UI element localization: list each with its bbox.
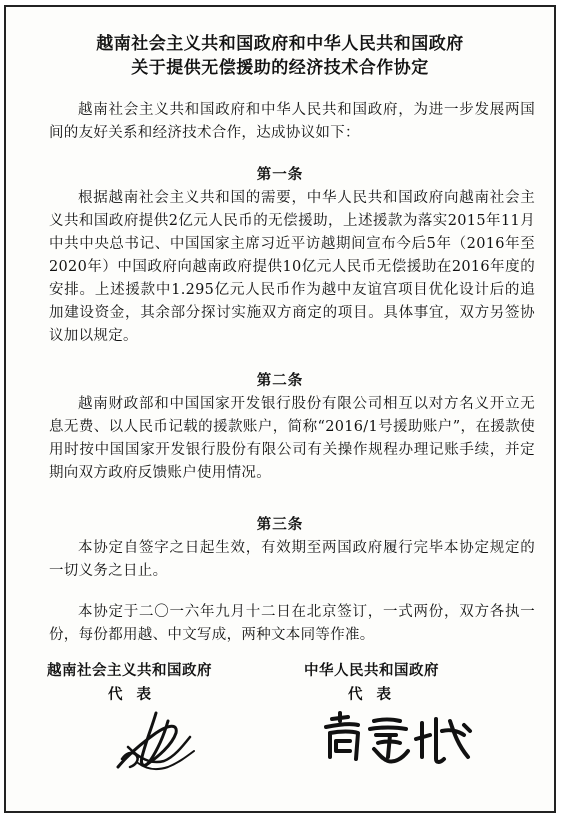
article-2-heading: 第二条 bbox=[256, 373, 304, 389]
document-title-line-1: 越南社会主义共和国政府和中华人民共和国政府 bbox=[96, 34, 464, 54]
signatory-china-role: 代表 bbox=[348, 687, 405, 703]
article-1-heading: 第一条 bbox=[256, 167, 304, 183]
signatory-vietnam-party: 越南社会主义共和国政府 bbox=[47, 663, 212, 679]
document-title-line-2: 关于提供无偿援助的经济技术合作协定 bbox=[131, 58, 429, 78]
china-handwritten-signature bbox=[318, 709, 488, 769]
preamble-paragraph: 越南社会主义共和国政府和中华人民共和国政府，为进一步发展两国间的友好关系和经济技术合作，达成协议如下： bbox=[49, 102, 535, 141]
signatory-vietnam-role: 代表 bbox=[108, 687, 165, 703]
article-1-text: 根据越南社会主义共和国的需要，中华人民共和国政府向越南社会主义共和国政府提供2亿元人民币的无偿援助，上述援款为落实2015年11月中共中央总书记、中国国家主席习近平访越期间宣布今后5年（2016年至2020年）中国政府向越南政府提供10亿元人民币无偿援助在2016年度的安排。上述援款中1.295亿元人民币作为越中友谊宫项目优化设计后的追加建设资金，其余部分探讨实施双方商定的项目。具体事宜，双方另签协议加以规定。 bbox=[49, 190, 535, 344]
vietnam-handwritten-signature bbox=[98, 707, 208, 777]
closing-paragraph: 本协定于二〇一六年九月十二日在北京签订，一式两份，双方各执一份，每份都用越、中文写成，两种文本同等作准。 bbox=[49, 604, 535, 643]
article-3-heading: 第三条 bbox=[256, 517, 304, 533]
signatory-china-party: 中华人民共和国政府 bbox=[304, 663, 439, 679]
article-3-text: 本协定自签字之日起生效，有效期至两国政府履行完毕本协定规定的一切义务之日止。 bbox=[49, 540, 535, 579]
article-2-text: 越南财政部和中国国家开发银行股份有限公司相互以对方名义开立无息无费、以人民币记载的援款账户，简称“2016/1号援助账户”，在援款使用时按中国国家开发银行股份有限公司有关操作规程办理记账手续，并定期向双方政府反馈账户使用情况。 bbox=[49, 396, 535, 481]
agreement-page bbox=[4, 5, 556, 813]
